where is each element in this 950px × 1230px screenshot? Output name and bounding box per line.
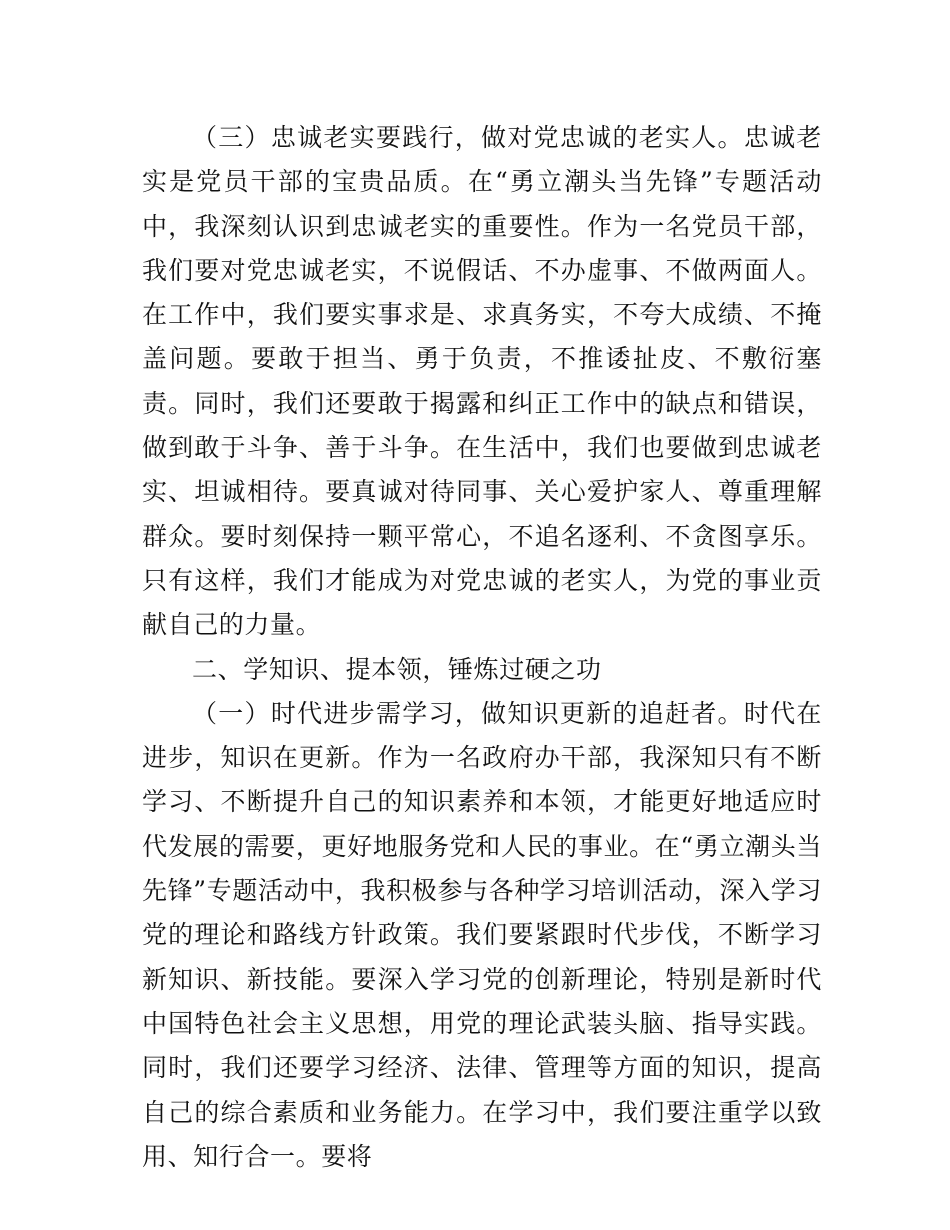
paragraph-loyalty-honesty: （三）忠诚老实要践行，做对党忠诚的老实人。忠诚老实是党员干部的宝贵品质。在“勇立潮头当先锋”专题活动中，我深刻认识到忠诚老实的重要性。作为一名党员干部，我们要对党忠诚老实，不说假话、不办虚事、不做两面人。在工作中，我们要实事求是、求真务实，不夸大成绩、不掩盖问题。要敢于担当、勇于负责，不推诿扯皮、不敷衍塞责。同时，我们还要敢于揭露和纠正工作中的缺点和错误，做到敢于斗争、善于斗争。在生活中，我们也要做到忠诚老实、坦诚相待。要真诚对待同事、关心爱护家人、尊重理解群众。要时刻保持一颗平常心，不追名逐利、不贪图享乐。只有这样，我们才能成为对党忠诚的老实人，为党的事业贡献自己的力量。 <box>142 123 822 640</box>
section-heading-learning: 二、学知识、提本领，锤炼过硬之功 <box>192 654 602 684</box>
document-body <box>142 116 822 1179</box>
paragraph-learning-era: （一）时代进步需学习，做知识更新的追赶者。时代在进步，知识在更新。作为一名政府办干部，我深知只有不断学习、不断提升自己的知识素养和本领，才能更好地适应时代发展的需要，更好地服务党和人民的事业。在“勇立潮头当先锋”专题活动中，我积极参与各种学习培训活动，深入学习党的理论和路线方针政策。我们要紧跟时代步伐，不断学习新知识、新技能。要深入学习党的创新理论，特别是新时代中国特色社会主义思想，用党的理论武装头脑、指导实践。同时，我们还要学习经济、法律、管理等方面的知识，提高自己的综合素质和业务能力。在学习中，我们要注重学以致用、知行合一。要将 <box>142 698 822 1171</box>
